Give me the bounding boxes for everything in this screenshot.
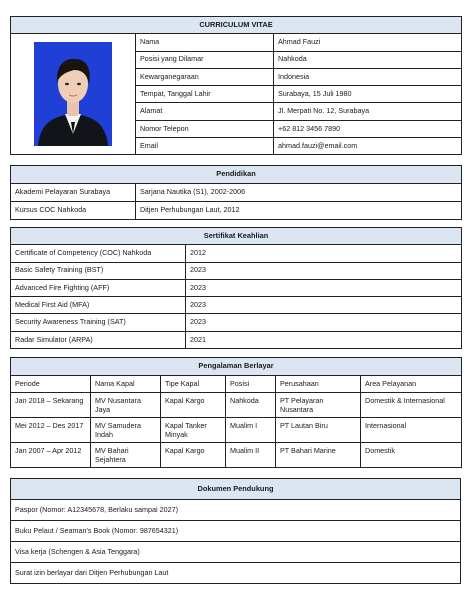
education-institution: Akademi Pelayaran Surabaya: [11, 184, 136, 202]
experience-cell: Kapal Kargo: [161, 443, 226, 468]
education-detail: Ditjen Perhubungan Laut, 2012: [136, 202, 462, 220]
cv-value: Indonesia: [274, 68, 462, 85]
experience-cell: MV Samudera Indah: [91, 418, 161, 443]
certificate-year: 2023: [186, 297, 462, 314]
experience-cell: Jan 2018 – Sekarang: [11, 393, 91, 418]
certificate-name: Security Awareness Training (SAT): [11, 314, 186, 331]
experience-column-header: Periode: [11, 376, 91, 393]
experience-cell: Internasional: [361, 418, 462, 443]
certificate-year: 2023: [186, 314, 462, 331]
experience-table: [10, 357, 462, 468]
experience-cell: MV Nusantara Jaya: [91, 393, 161, 418]
experience-cell: Domestik & Internasional: [361, 393, 462, 418]
document-item: Surat izin berlayar dari Ditjen Perhubungan Laut: [11, 563, 461, 584]
experience-cell: PT Bahari Marine: [276, 443, 361, 468]
education-title: Pendidikan: [11, 166, 462, 184]
education-detail: Sarjana Nautika (S1), 2002-2006: [136, 184, 462, 202]
document-item: Paspor (Nomor: A12345678, Berlaku sampai 2027): [11, 500, 461, 521]
cv-label: Posisi yang Dilamar: [136, 51, 274, 68]
experience-cell: Mualim II: [226, 443, 276, 468]
experience-cell: Domestik: [361, 443, 462, 468]
cv-value: Nahkoda: [274, 51, 462, 68]
cv-label: Kewarganegaraan: [136, 68, 274, 85]
experience-cell: MV Bahari Sejahtera: [91, 443, 161, 468]
experience-column-header: Perusahaan: [276, 376, 361, 393]
certificates-title: Sertifikat Keahlian: [11, 228, 462, 245]
experience-title: Pengalaman Berlayar: [11, 358, 462, 376]
certificate-year: 2023: [186, 262, 462, 279]
cv-label: Alamat: [136, 103, 274, 120]
portrait-image: [34, 42, 112, 146]
experience-column-header: Area Pelayanan: [361, 376, 462, 393]
cv-value: Jl. Merpati No. 12, Surabaya: [274, 103, 462, 120]
certificates-table: [10, 227, 462, 349]
cv-label: Nama: [136, 34, 274, 51]
certificate-name: Radar Simulator (ARPA): [11, 331, 186, 348]
certificate-name: Medical First Aid (MFA): [11, 297, 186, 314]
cv-title: CURRICULUM VITAE: [11, 17, 462, 34]
certificate-year: 2012: [186, 245, 462, 262]
cv-label: Email: [136, 138, 274, 155]
experience-column-header: Tipe Kapal: [161, 376, 226, 393]
certificate-name: Certificate of Competency (COC) Nahkoda: [11, 245, 186, 262]
certificate-name: Basic Safety Training (BST): [11, 262, 186, 279]
experience-cell: Mualim I: [226, 418, 276, 443]
documents-table: [10, 478, 461, 584]
experience-cell: Nahkoda: [226, 393, 276, 418]
experience-cell: Kapal Kargo: [161, 393, 226, 418]
documents-title: Dokumen Pendukung: [11, 479, 461, 500]
education-table: [10, 165, 462, 220]
cv-value: Surabaya, 15 Juli 1980: [274, 86, 462, 103]
experience-cell: Mei 2012 – Des 2017: [11, 418, 91, 443]
cv-label: Nomor Telepon: [136, 120, 274, 137]
education-institution: Kursus COC Nahkoda: [11, 202, 136, 220]
experience-column-header: Posisi: [226, 376, 276, 393]
experience-cell: Jan 2007 – Apr 2012: [11, 443, 91, 468]
experience-cell: PT Lautan Biru: [276, 418, 361, 443]
profile-photo: [11, 34, 136, 155]
experience-cell: Kapal Tanker Minyak: [161, 418, 226, 443]
experience-column-header: Nama Kapal: [91, 376, 161, 393]
cv-value: +62 812 3456 7890: [274, 120, 462, 137]
certificate-year: 2023: [186, 279, 462, 296]
cv-table: [10, 16, 462, 155]
document-item: Visa kerja (Schengen & Asia Tenggara): [11, 542, 461, 563]
cv-value: ahmad.fauzi@email.com: [274, 138, 462, 155]
experience-cell: PT Pelayaran Nusantara: [276, 393, 361, 418]
cv-value: Ahmad Fauzi: [274, 34, 462, 51]
certificate-name: Advanced Fire Fighting (AFF): [11, 279, 186, 296]
certificate-year: 2021: [186, 331, 462, 348]
document-item: Buku Pelaut / Seaman's Book (Nomor: 987654321): [11, 521, 461, 542]
cv-label: Tempat, Tanggal Lahir: [136, 86, 274, 103]
